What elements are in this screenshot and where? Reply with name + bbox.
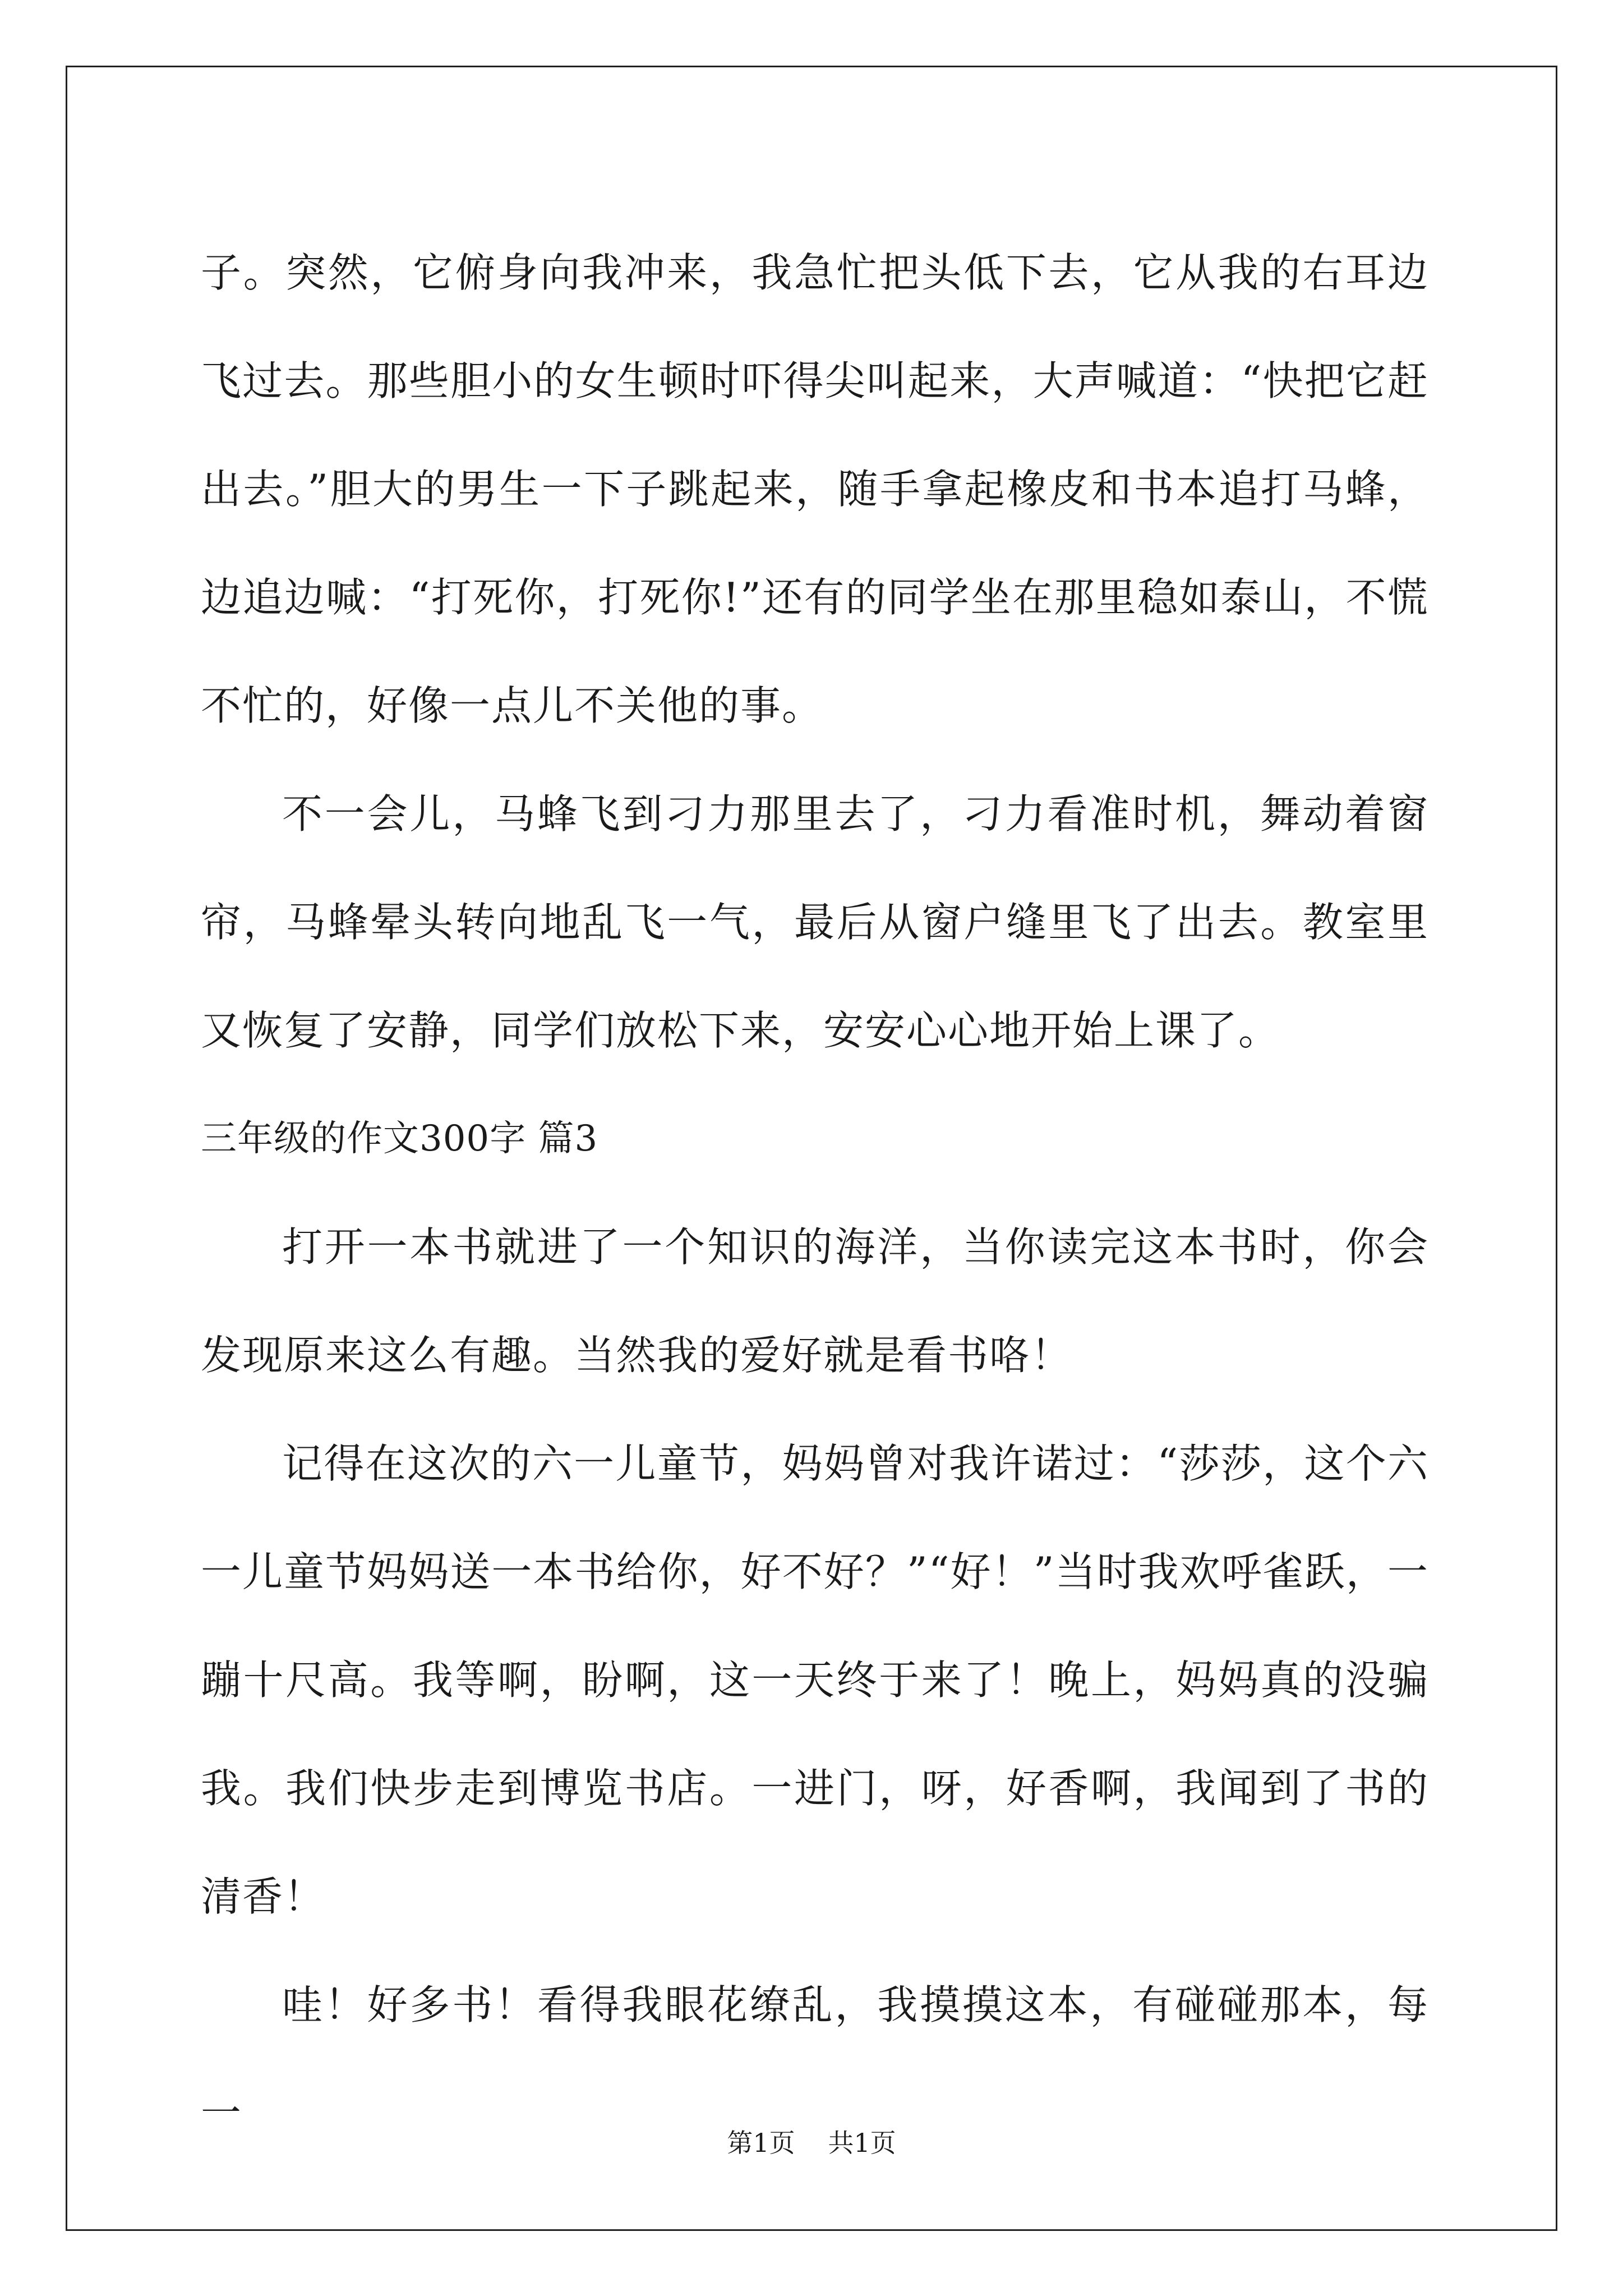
page-footer: [0, 2126, 1623, 2160]
document-body: [201, 219, 1429, 2168]
section-heading: 三年级的作文300字 篇3: [201, 1118, 598, 1159]
paragraph-3: 打开一本书就进了一个知识的海洋，当你读完这本书时，你会发现原来这么有趣。当然我的爱好就是看书咯！: [201, 1223, 1429, 1379]
paragraph-5: 哇！好多书！看得我眼花缭乱，我摸摸这本，有碰碰那本，每一: [201, 1981, 1429, 2137]
paragraph-1: 子。突然，它俯身向我冲来，我急忙把头低下去，它从我的右耳边飞过去。那些胆小的女生顿时吓得尖叫起来，大声喊道：“快把它赶出去。”胆大的男生一下子跳起来，随手拿起橡皮和书本追打马蜂，边追边喊：“打死你，打死你!”还有的同学坐在那里稳如泰山，不慌不忙的，好像一点儿不关他的事。: [201, 249, 1429, 729]
paragraph-2: 不一会儿，马蜂飞到刁力那里去了，刁力看准时机，舞动着窗帘，马蜂晕头转向地乱飞一气，最后从窗户缝里飞了出去。教室里又恢复了安静，同学们放松下来，安安心心地开始上课了。: [201, 790, 1429, 1054]
page-number-current: 第1页: [727, 2128, 795, 2158]
page-number-total: 共1页: [828, 2128, 896, 2158]
paragraph-4: 记得在这次的六一儿童节，妈妈曾对我许诺过：“莎莎，这个六一儿童节妈妈送一本书给你，好不好？”“好！”当时我欢呼雀跃，一蹦十尺高。我等啊，盼啊，这一天终于来了！晚上，妈妈真的没骗我。我们快步走到博览书店。一进门，呀，好香啊，我闻到了书的清香！: [201, 1440, 1429, 1920]
